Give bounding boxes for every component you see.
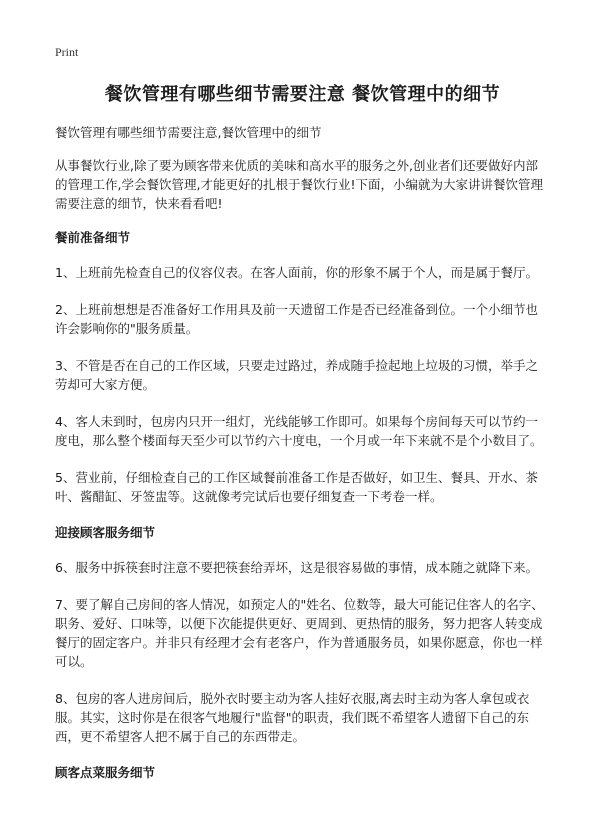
- paragraph: 6、服务中拆筷套时注意不要把筷套给弄坏，这是很容易做的事情，成本随之就降下来。: [55, 560, 538, 575]
- paragraph: 7、要了解自己房间的客人情况，如预定人的"姓名、位数等，最大可能记住客人的名字、职务、爱好、口味等，以便下次能提供更好、更周到、更热情的服务，努力把客人转变成餐厅的固定客户。并非只有经理才会有老客户，作为普通服务员，如果你愿意，你也一样可以。: [55, 597, 544, 669]
- print-link[interactable]: Print: [55, 45, 79, 59]
- page-title: 餐饮管理有哪些细节需要注意 餐饮管理中的细节: [104, 84, 501, 105]
- paragraph: 4、客人未到时，包房内只开一组灯，光线能够工作即可。如果每个房间每天可以节约一度电，那么整个楼面每天至少可以节约六十度电，一个月或一年下来就不是个小数目了。: [55, 414, 543, 448]
- article-subtitle: 餐饮管理有哪些细节需要注意,餐饮管理中的细节: [55, 125, 322, 140]
- section-heading-ordering: 顾客点菜服务细节: [55, 765, 156, 780]
- paragraph: 5、营业前，仔细检查自己的工作区域餐前准备工作是否做好，如卫生、餐具、开水、茶叶、酱醋缸、牙签盅等。这就像考完试后也要仔细复查一下考卷一样。: [55, 470, 538, 504]
- intro-paragraph: 从事餐饮行业,除了要为顾客带来优质的美味和高水平的服务之外,创业者们还要做好内部的管理工作,学会餐饮管理,才能更好的扎根于餐饮行业!下面，小编就为大家讲讲餐饮管理需要注意的细节，快来看看吧!: [55, 158, 543, 211]
- paragraph: 8、包房的客人进房间后，脱外衣时要主动为客人挂好衣服,离去时主动为客人拿包或衣服。其实，这时你是在很客气地履行"监督"的职责，我们既不希望客人遗留下自己的东西，更不希望客人把不属于自己的东西带走。: [55, 691, 530, 744]
- paragraph: 3、不管是否在自己的工作区域，只要走过路过，养成随手捡起地上垃圾的习惯，举手之劳却可大家方便。: [55, 358, 538, 392]
- paragraph: 1、上班前先检查自己的仪容仪表。在客人面前，你的形象不属于个人，而是属于餐厅。: [55, 265, 538, 280]
- section-heading-prep: 餐前准备细节: [55, 230, 131, 245]
- paragraph: 2、上班前想想是否准备好工作用具及前一天遗留工作是否已经准备到位。一个小细节也许会影响你的"服务质量。: [55, 302, 538, 336]
- section-heading-greeting: 迎接顾客服务细节: [55, 525, 156, 540]
